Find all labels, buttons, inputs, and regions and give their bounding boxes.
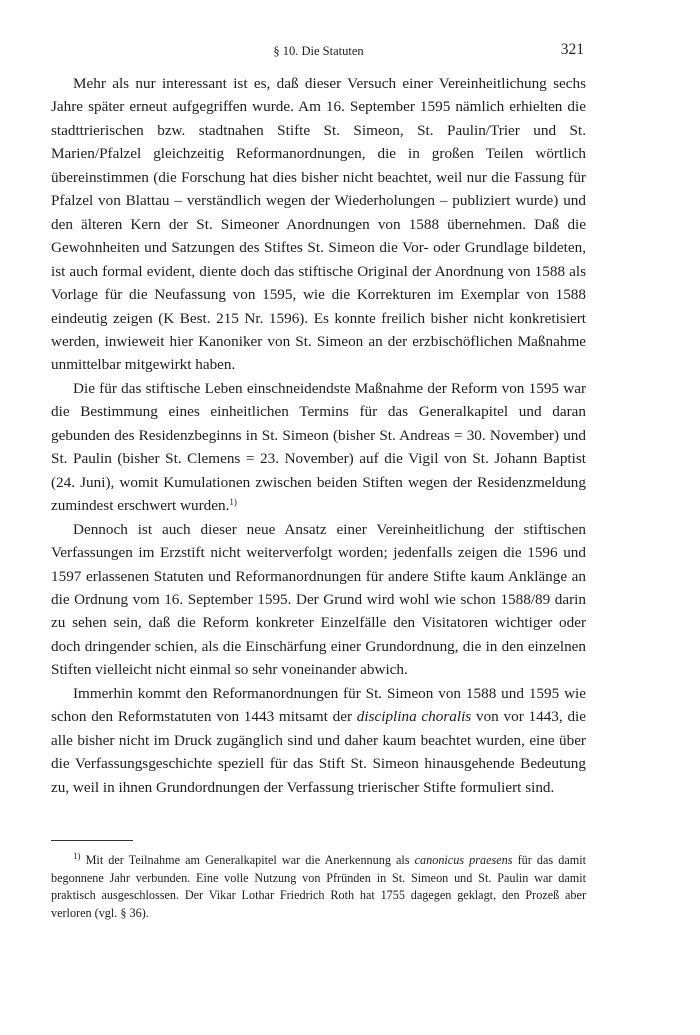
paragraph-1-text: Mehr als nur interessant ist es, daß dieser Versuch einer Vereinheitlichung sechs Jahre später erneut aufgegriffen wurde. Am 16. September 1595 nämlich erhielten die stadttrierischen bzw. stadtnahen Stifte St. Simeon, St. Paulin/Trier und St. Marien/Pfalzel gleichzeitig Reformanordnungen, die in großen Teilen wörtlich übereinstimmen (die Forschung hat dies bisher nicht beachtet, weil nur die Fassung für Pfalzel von Blattau – verständlich wegen der Wiederholungen – publiziert wurde) und den älteren Kern der St. Simeoner Anordnungen von 1588 übernehmen. Daß die Gewohnheiten und Satzungen des Stiftes St. Simeon die Vor- oder Grundlage bildeten, ist auch formal evident, diente doch das stiftische Original der Anordnung von 1588 als Vorlage für die Neufassung von 1595, wie die Korrekturen im Exemplar von 1588 eindeutig zeigen (K Best. 215 Nr. 1596). Es konnte freilich bisher nicht konkretisiert werden, inwieweit hier Kanoniker von St. Simeon an der erzbischöflichen Maßnahme unmittelbar mitgewirkt haben. — [51, 75, 586, 374]
paragraph-4 — [51, 682, 586, 799]
footnote-text-start: Mit der Teilnahme am Generalkapitel war die Anerkennung als — [80, 853, 415, 867]
document-page — [51, 0, 586, 1035]
paragraph-4-text-start: Immerhin kommt den Reformanordnungen für St. Simeon von 1588 und 1595 wie schon den Reformstatuten von 1443 mitsamt der — [51, 684, 586, 726]
paragraph-2 — [51, 377, 586, 518]
paragraph-3-text: Dennoch ist auch dieser neue Ansatz einer Vereinheitlichung der stiftischen Verfassungen im Erzstift nicht weiterverfolgt worden; jedenfalls zeigen die 1596 und 1597 erlassenen Statuten und Reformanordnungen für andere Stifte kaum Anklänge an die Ordnung vom 16. September 1595. Der Grund wird wohl wie schon 1588/89 darin zu sehen sein, daß die Reform konkreter Einzelfälle den Visitatoren wichtiger oder doch dringender schien, als die Einschärfung einer Grundordnung, die in den einzelnen Stiften vielleicht nicht einmal so sehr voneinander abwich. — [51, 520, 586, 679]
paragraph-2-text: Die für das stiftische Leben einschneidendste Maßnahme der Reform von 1595 war die Bestimmung eines einheitlichen Termins für das Generalkapitel und daran gebunden des Residenzbeginns in St. Simeon (bisher St. Andreas = 30. November) und St. Paulin (bisher St. Clemens = 23. November) auf die Vigil von St. Johann Baptist (24. Juni), womit Kumulationen zwischen beiden Stiften wegen der Residenzmeldung zumindest erschwert wurden. — [51, 379, 586, 515]
paragraph-1 — [51, 72, 586, 377]
paragraph-4-text-end: von vor 1443, die alle bisher nicht im Druck zugänglich sind und daher kaum beachtet wurden, eine über die Verfassungsgeschichte speziell für das Stift St. Simeon hinausgehende Bedeutung zu, weil in ihnen Grundordnungen der Verfassung trierischer Stifte formuliert sind. — [51, 708, 586, 796]
footnote-italic-term: canonicus praesens — [414, 853, 513, 867]
footnote-reference[interactable]: 1) — [229, 497, 237, 508]
running-head — [51, 40, 586, 64]
footnote-marker: 1) — [73, 851, 81, 861]
section-header-title: § 10. Die Statuten — [273, 44, 364, 58]
page-number: 321 — [560, 41, 584, 58]
footnote-separator — [51, 840, 133, 841]
body-text — [51, 72, 586, 799]
paragraph-4-italic-term: disciplina choralis — [356, 708, 472, 726]
footnote-text-end: für das damit begonnene Jahr verbunden. Eine volle Nutzung von Pfründen in St. Simeon und St. Paulin war damit praktisch ausgeschlossen. Der Vikar Lothar Friedrich Roth hat 1755 dagegen geklagt, den Prozeß aber verloren (vgl. § 36). — [51, 853, 586, 920]
paragraph-3 — [51, 518, 586, 682]
footnote — [51, 852, 586, 922]
